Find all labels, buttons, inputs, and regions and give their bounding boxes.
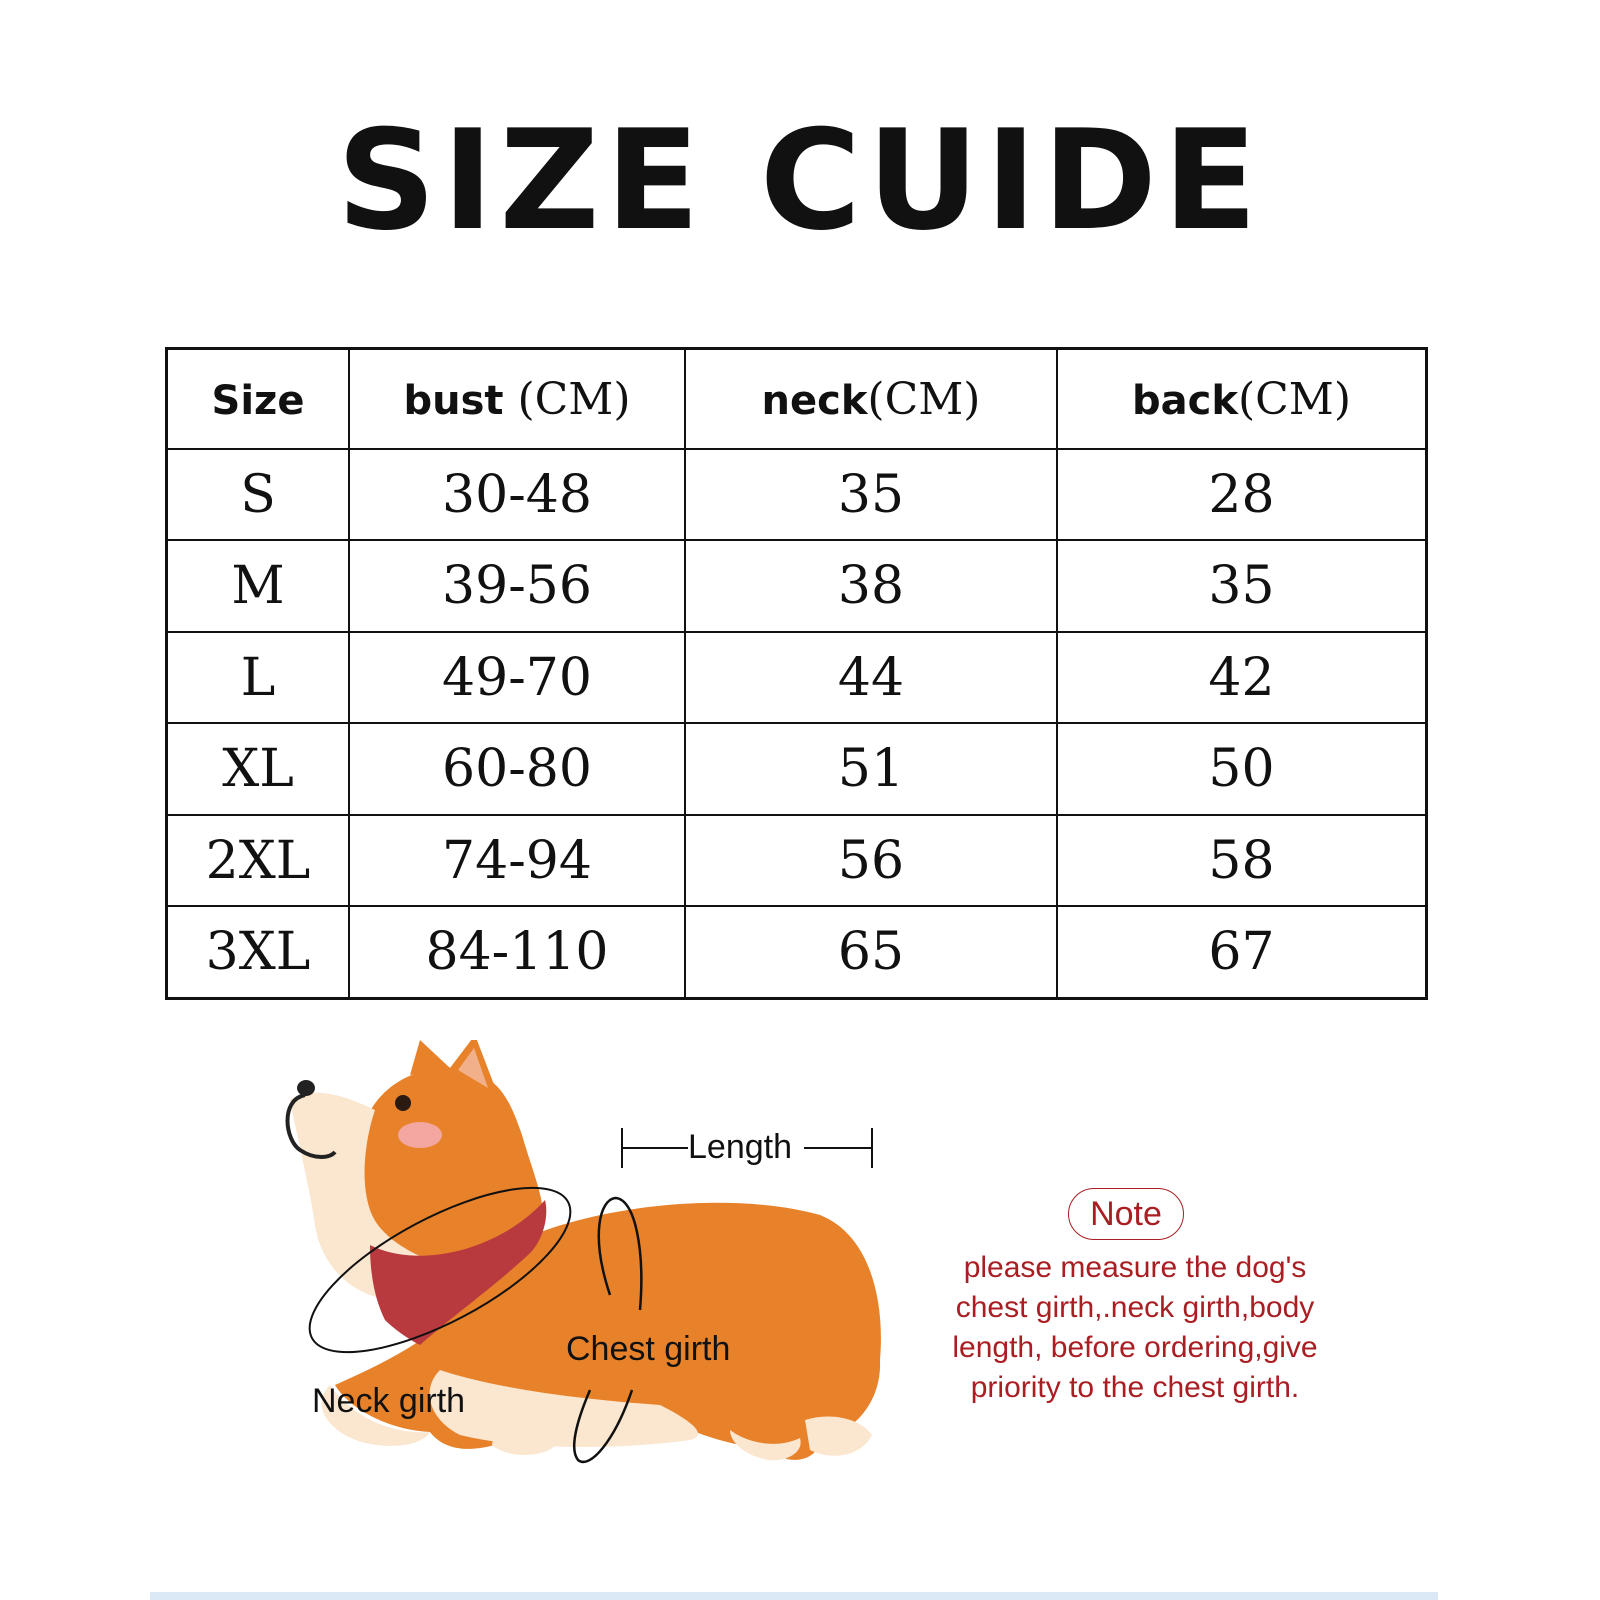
- table-row: [167, 723, 1427, 814]
- size-cell: XL: [167, 723, 350, 814]
- dog-measurement-diagram: [260, 1040, 920, 1500]
- column-header-size: [167, 349, 350, 450]
- back-cell: 50: [1057, 723, 1427, 814]
- neck-cell: 38: [685, 540, 1057, 631]
- column-header-back: [1057, 349, 1427, 450]
- page-title: SIZE CUIDE: [336, 100, 1264, 261]
- note-line: priority to the chest girth.: [970, 1371, 1300, 1404]
- eye-icon: [395, 1095, 411, 1111]
- size-cell: 3XL: [167, 906, 350, 998]
- column-header-unit: (CM): [1237, 373, 1351, 425]
- note-line: please measure the dog's: [963, 1251, 1307, 1284]
- table-row: [167, 906, 1427, 998]
- column-header-label: Size: [211, 377, 305, 424]
- size-cell: 2XL: [167, 815, 350, 906]
- bust-cell: 60-80: [349, 723, 685, 814]
- chest-girth-label: Chest girth: [566, 1330, 731, 1368]
- table-row: [167, 449, 1427, 540]
- nose-icon: [297, 1080, 315, 1096]
- back-cell: 35: [1057, 540, 1427, 631]
- bust-cell: 39-56: [349, 540, 685, 631]
- table-header-row: [167, 349, 1427, 450]
- note-badge: Note: [1068, 1188, 1184, 1240]
- table-row: [167, 632, 1427, 723]
- corgi-illustration: [260, 1040, 920, 1500]
- size-cell: M: [167, 540, 350, 631]
- table-row: [167, 815, 1427, 906]
- note-line: chest girth,.neck girth,body: [955, 1291, 1315, 1324]
- table-row: [167, 540, 1427, 631]
- neck-cell: 56: [685, 815, 1057, 906]
- back-cell: 58: [1057, 815, 1427, 906]
- bust-cell: 30-48: [349, 449, 685, 540]
- column-header-bust: [349, 349, 685, 450]
- back-cell: 42: [1057, 632, 1427, 723]
- bottom-divider: [150, 1592, 1438, 1600]
- bust-cell: 84-110: [349, 906, 685, 998]
- back-cell: 28: [1057, 449, 1427, 540]
- neck-girth-label: Neck girth: [312, 1382, 466, 1420]
- column-header-label: back: [1132, 377, 1238, 424]
- column-header-unit: (CM): [517, 373, 631, 425]
- neck-cell: 44: [685, 632, 1057, 723]
- note-line: length, before ordering,give: [952, 1331, 1318, 1364]
- size-cell: L: [167, 632, 350, 723]
- size-cell: S: [167, 449, 350, 540]
- bust-cell: 74-94: [349, 815, 685, 906]
- neck-cell: 35: [685, 449, 1057, 540]
- length-label: Length: [688, 1128, 792, 1166]
- note-text: [920, 1248, 1350, 1408]
- neck-cell: 65: [685, 906, 1057, 998]
- column-header-neck: [685, 349, 1057, 450]
- cheek-icon: [398, 1122, 442, 1148]
- column-header-label: neck: [761, 377, 868, 424]
- column-header-label: bust: [403, 377, 504, 424]
- back-cell: 67: [1057, 906, 1427, 998]
- bust-cell: 49-70: [349, 632, 685, 723]
- column-header-unit: (CM): [867, 373, 981, 425]
- neck-cell: 51: [685, 723, 1057, 814]
- size-table: [165, 347, 1428, 1000]
